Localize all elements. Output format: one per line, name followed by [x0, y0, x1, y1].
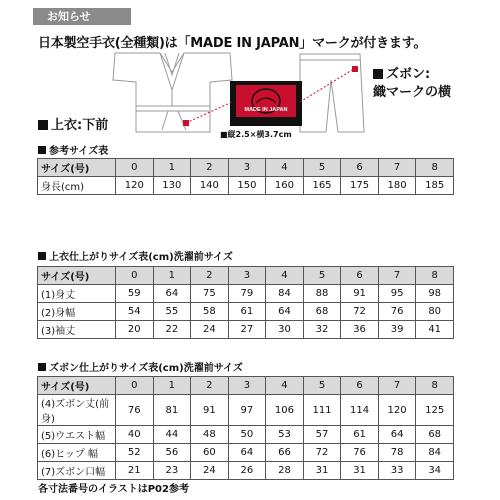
- value-cell: 81: [153, 395, 191, 426]
- value-cell: 106: [266, 395, 304, 426]
- black-square-icon: [38, 146, 46, 154]
- value-cell: 60: [191, 444, 229, 462]
- value-cell: 91: [191, 395, 229, 426]
- value-cell: 24: [191, 462, 229, 480]
- size-header-cell: 8: [416, 159, 454, 177]
- value-cell: 95: [378, 285, 416, 303]
- size-header-cell: 6: [341, 267, 379, 285]
- value-cell: 150: [228, 177, 266, 195]
- row-label-cell: (6)ヒップ 幅: [38, 444, 116, 462]
- size-header-cell: 4: [266, 159, 304, 177]
- value-cell: 44: [153, 426, 191, 444]
- table-header-row: [38, 267, 454, 285]
- reference-size-table: [37, 158, 454, 195]
- value-cell: 84: [416, 444, 454, 462]
- size-header-cell: 2: [191, 159, 229, 177]
- value-cell: 114: [341, 395, 379, 426]
- value-cell: 68: [416, 426, 454, 444]
- header-label-cell: サイズ(号): [38, 267, 116, 285]
- value-cell: 30: [266, 321, 304, 339]
- value-cell: 140: [191, 177, 229, 195]
- value-cell: 52: [116, 444, 154, 462]
- value-cell: 97: [228, 395, 266, 426]
- row-label-cell: 身長(cm): [38, 177, 116, 195]
- jacket-size-table: [37, 266, 454, 339]
- value-cell: 34: [416, 462, 454, 480]
- row-label-cell: (5)ウエスト幅: [38, 426, 116, 444]
- size-header-cell: 2: [191, 377, 229, 395]
- value-cell: 20: [116, 321, 154, 339]
- row-label-cell: (7)ズボン口幅: [38, 462, 116, 480]
- black-square-icon: [38, 252, 46, 260]
- value-cell: 24: [191, 321, 229, 339]
- value-cell: 185: [416, 177, 454, 195]
- row-label-cell: (3)袖丈: [38, 321, 116, 339]
- size-header-cell: 7: [378, 267, 416, 285]
- value-cell: 48: [191, 426, 229, 444]
- value-cell: 68: [303, 303, 341, 321]
- value-cell: 64: [378, 426, 416, 444]
- table-header-row: [38, 159, 454, 177]
- table-row: [38, 303, 454, 321]
- value-cell: 180: [378, 177, 416, 195]
- value-cell: 64: [153, 285, 191, 303]
- value-cell: 55: [153, 303, 191, 321]
- size-header-cell: 3: [228, 377, 266, 395]
- table-row: [38, 426, 454, 444]
- value-cell: 61: [341, 426, 379, 444]
- value-cell: 64: [266, 303, 304, 321]
- value-cell: 75: [191, 285, 229, 303]
- value-cell: 91: [341, 285, 379, 303]
- value-cell: 56: [153, 444, 191, 462]
- value-cell: 76: [378, 303, 416, 321]
- value-cell: 27: [228, 321, 266, 339]
- value-cell: 80: [416, 303, 454, 321]
- table-row: [38, 462, 454, 480]
- size-header-cell: 2: [191, 267, 229, 285]
- size-header-cell: 0: [116, 267, 154, 285]
- value-cell: 36: [341, 321, 379, 339]
- made-in-japan-tag: [230, 81, 302, 126]
- size-header-cell: 1: [153, 159, 191, 177]
- value-cell: 22: [153, 321, 191, 339]
- table-header-row: [38, 377, 454, 395]
- size-header-cell: 0: [116, 377, 154, 395]
- headline: 日本製空手衣(全種類)は「MADE IN JAPAN」マークが付きます。: [38, 36, 427, 51]
- pants-table-title: ズボン仕上がりサイズ表(cm)洗濯前サイズ: [38, 359, 243, 374]
- value-cell: 160: [266, 177, 304, 195]
- size-header-cell: 5: [303, 159, 341, 177]
- value-cell: 64: [228, 444, 266, 462]
- size-header-cell: 1: [153, 267, 191, 285]
- size-header-cell: 3: [228, 159, 266, 177]
- table-row: [38, 444, 454, 462]
- pants-size-table: [37, 376, 454, 480]
- size-header-cell: 7: [378, 377, 416, 395]
- header-label-cell: サイズ(号): [38, 377, 116, 395]
- size-header-cell: 6: [341, 159, 379, 177]
- tag-text: MADE IN JAPAN: [244, 107, 288, 113]
- value-cell: 41: [416, 321, 454, 339]
- value-cell: 72: [303, 444, 341, 462]
- value-cell: 26: [228, 462, 266, 480]
- value-cell: 165: [303, 177, 341, 195]
- size-header-cell: 6: [341, 377, 379, 395]
- size-header-cell: 5: [303, 267, 341, 285]
- row-label-cell: (4)ズボン丈(前身): [38, 395, 116, 426]
- value-cell: 120: [116, 177, 154, 195]
- table-row: [38, 285, 454, 303]
- size-header-cell: 7: [378, 159, 416, 177]
- size-header-cell: 4: [266, 377, 304, 395]
- row-label-cell: (2)身幅: [38, 303, 116, 321]
- size-header-cell: 3: [228, 267, 266, 285]
- header-label-cell: サイズ(号): [38, 159, 116, 177]
- value-cell: 76: [341, 444, 379, 462]
- size-header-cell: 8: [416, 377, 454, 395]
- value-cell: 57: [303, 426, 341, 444]
- value-cell: 111: [303, 395, 341, 426]
- value-cell: 59: [116, 285, 154, 303]
- jacket-table-title: 上衣仕上がりサイズ表(cm)洗濯前サイズ: [38, 248, 233, 263]
- value-cell: 32: [303, 321, 341, 339]
- table-row: [38, 395, 454, 426]
- value-cell: 31: [303, 462, 341, 480]
- size-header-cell: 5: [303, 377, 341, 395]
- value-cell: 72: [341, 303, 379, 321]
- value-cell: 54: [116, 303, 154, 321]
- pants-label: ズボン: 織マークの横: [373, 67, 452, 100]
- value-cell: 53: [266, 426, 304, 444]
- value-cell: 120: [378, 395, 416, 426]
- black-square-icon: [38, 363, 46, 371]
- value-cell: 98: [416, 285, 454, 303]
- jacket-label: 上衣:下前: [38, 114, 108, 133]
- value-cell: 21: [116, 462, 154, 480]
- pants-illustration: [300, 54, 364, 132]
- value-cell: 39: [378, 321, 416, 339]
- row-label-cell: (1)身丈: [38, 285, 116, 303]
- value-cell: 76: [116, 395, 154, 426]
- size-header-cell: 1: [153, 377, 191, 395]
- value-cell: 130: [153, 177, 191, 195]
- value-cell: 125: [416, 395, 454, 426]
- table-row: [38, 177, 454, 195]
- jacket-illustration: [113, 53, 232, 132]
- size-header-cell: 4: [266, 267, 304, 285]
- value-cell: 40: [116, 426, 154, 444]
- value-cell: 88: [303, 285, 341, 303]
- size-header-cell: 0: [116, 159, 154, 177]
- black-square-icon: [373, 69, 383, 79]
- table-row: [38, 321, 454, 339]
- black-square-icon: [38, 120, 48, 130]
- value-cell: 33: [378, 462, 416, 480]
- tag-size-note: ■縦2.5×横3.7cm: [220, 130, 292, 139]
- notice-tab: お知らせ: [33, 8, 131, 25]
- value-cell: 84: [266, 285, 304, 303]
- reference-table-title: 参考サイズ表: [38, 142, 108, 157]
- value-cell: 61: [228, 303, 266, 321]
- value-cell: 50: [228, 426, 266, 444]
- value-cell: 28: [266, 462, 304, 480]
- value-cell: 31: [341, 462, 379, 480]
- value-cell: 78: [378, 444, 416, 462]
- value-cell: 79: [228, 285, 266, 303]
- footnote: 各寸法番号のイラストはP02参考: [38, 484, 189, 495]
- value-cell: 66: [266, 444, 304, 462]
- value-cell: 175: [341, 177, 379, 195]
- value-cell: 58: [191, 303, 229, 321]
- size-header-cell: 8: [416, 267, 454, 285]
- value-cell: 23: [153, 462, 191, 480]
